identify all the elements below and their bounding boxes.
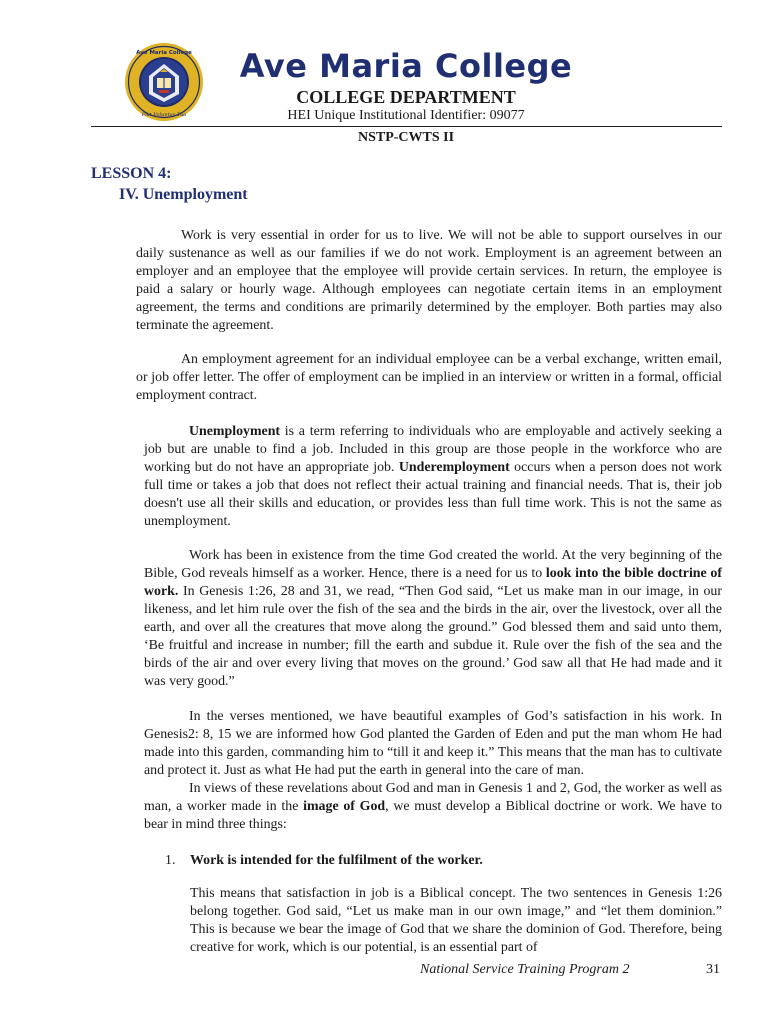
list-number: 1. — [165, 853, 176, 868]
bible-doctrine-emphasis: look into the bible doctrine of work. — [144, 566, 722, 599]
lesson-label: LESSON 4: — [91, 165, 172, 182]
seal-top-text: Ave Maria College — [136, 50, 192, 56]
paragraph-7-text: This means that satisfaction in job is a Biblical concept. The two sentences in Genesis 1:26 belong together. God said, “Let us make man in our own image,” and “let them dominion.” This is because we bear the image of God that we share the dominion of God. Therefore, being creative for work, which is our potential, is an essential part of — [190, 886, 722, 955]
paragraph-5 — [144, 708, 722, 780]
list-item-text: Work is intended for the fulfilment of the worker. — [190, 853, 483, 868]
hei-identifier: HEI Unique Institutional Identifier: 09077 — [287, 108, 525, 123]
paragraph-4 — [144, 547, 722, 691]
paragraph-4-text: Work has been in existence from the time God created the world. At the very beginning of the Bible, God reveals himself as a worker. Hence, there is a need for us to look into the bible doctrine of work. In Genesis 1:26, 28 and 31, we read, “Then God said, “Let us make man in our image, in our likeness, and let him rule over the fish of the sea and the birds in the air, over the livestock, over all the earth, and over all the creatures that move along the ground.” God blessed them and said unto them, ‘Be fruitful and increase in number; fill the earth and subdue it. Rule over the fish of the sea and the birds of the air and over every living that moves on the ground.’ God saw all that He had made and it was very good.” — [144, 548, 722, 689]
paragraph-7 — [190, 885, 722, 957]
paragraph-3 — [144, 423, 722, 531]
image-of-god-emphasis: image of God — [303, 799, 386, 814]
term-unemployment: Unemployment — [189, 424, 281, 439]
paragraph-2 — [136, 351, 722, 405]
college-seal-logo — [124, 42, 204, 122]
section-title: IV. Unemployment — [119, 186, 248, 203]
page-number: 31 — [706, 962, 720, 977]
paragraph-1 — [136, 227, 722, 335]
header-divider — [91, 126, 722, 127]
course-code: NSTP-CWTS II — [357, 130, 455, 145]
department-name: COLLEGE DEPARTMENT — [296, 87, 516, 107]
seal-bottom-text: Fiat Voluntas Tua — [141, 112, 187, 118]
paragraph-5-text: In the verses mentioned, we have beautiful examples of God’s satisfaction in his work. In Genesis2: 8, 15 we are informed how God planted the Garden of Eden and put the man whom He had made into this garden, commanding him to “till it and keep it.” This means that the man has to cultivate and protect it. Just as what He had put the earth in general into the care of man. — [144, 709, 722, 778]
paragraph-3-text: Unemployment is a term referring to individuals who are employable and actively seeking a job but are unable to find a job. Included in this group are those people in the workforce who are working but do not have an appropriate job. Underemployment occurs when a person does not work full time or takes a job that does not reflect their actual training and financial needs. That is, their job doesn't use all their skills and education, or provides less than full time work. This is not the same as unemployment. — [144, 424, 722, 529]
paragraph-2-text: An employment agreement for an individual employee can be a verbal exchange, written email, or job offer letter. The offer of employment can be implied in an interview or written in a formal, official employment contract. — [136, 352, 722, 403]
list-item-1 — [165, 852, 483, 870]
college-name: Ave Maria College — [239, 47, 573, 85]
paragraph-1-text: Work is very essential in order for us to live. We will not be able to support ourselves in our daily sustenance as well as our families if we do not work. Employment is an agreement between an employer and an employee that the employee will provide certain services. In return, the employee is paid a salary or hourly wage. Although employees can negotiate certain items in an employment agreement, the terms and conditions are primarily determined by the employer. Both parties may also terminate the agreement. — [136, 228, 722, 333]
paragraph-6-text: In views of these revelations about God and man in Genesis 1 and 2, God, the worker as well as man, a worker made in the image of God, we must develop a Biblical doctrine or work. We have to bear in mind three things: — [144, 781, 722, 832]
footer-program: National Service Training Program 2 — [420, 962, 630, 977]
paragraph-6 — [144, 780, 722, 834]
term-underemployment: Underemployment — [398, 460, 510, 475]
